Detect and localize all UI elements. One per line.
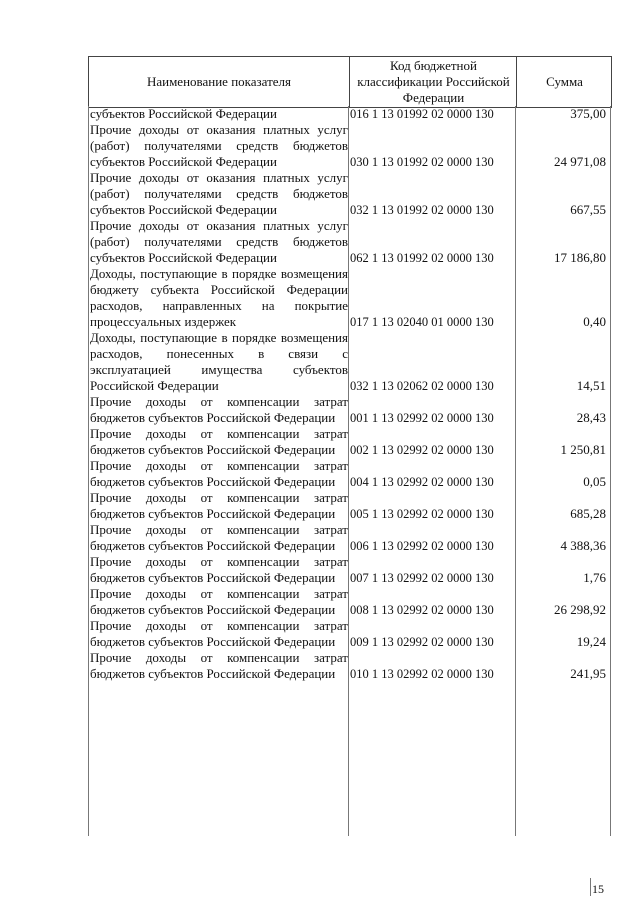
table-row bbox=[88, 394, 610, 426]
table-code-divider bbox=[348, 106, 349, 836]
table-left-border bbox=[88, 106, 89, 836]
row-code: 008 1 13 02992 02 0000 130 bbox=[350, 603, 494, 617]
table-row bbox=[88, 490, 610, 522]
row-code: 030 1 13 01992 02 0000 130 bbox=[350, 155, 494, 169]
header-code-column: Код бюджетной классификации Российской Федерации bbox=[349, 57, 517, 107]
row-name: Прочие доходы от оказания платных услуг (работ) получателями средств бюджетов субъектов Российской Федерации bbox=[90, 122, 348, 169]
table-row bbox=[88, 266, 610, 330]
row-name: Доходы, поступающие в порядке возмещения бюджету субъекта Российской Федерации расходов, направленных на покрытие процессуальных издержек bbox=[90, 266, 348, 329]
table-row bbox=[88, 522, 610, 554]
row-amount: 19,24 bbox=[576, 634, 606, 649]
row-amount: 17 186,80 bbox=[554, 250, 606, 265]
row-amount: 241,95 bbox=[570, 666, 606, 681]
row-amount: 375,00 bbox=[570, 106, 606, 121]
row-amount: 667,55 bbox=[570, 202, 606, 217]
row-code: 007 1 13 02992 02 0000 130 bbox=[350, 571, 494, 585]
row-amount: 685,28 bbox=[570, 506, 606, 521]
table-row bbox=[88, 330, 610, 394]
row-code: 032 1 13 01992 02 0000 130 bbox=[350, 203, 494, 217]
row-name: Прочие доходы от компенсации затрат бюджетов субъектов Российской Федерации bbox=[90, 426, 348, 457]
table-row bbox=[88, 586, 610, 618]
row-code: 006 1 13 02992 02 0000 130 bbox=[350, 539, 494, 553]
page-number: 15 bbox=[592, 882, 604, 896]
row-name: Прочие доходы от компенсации затрат бюджетов субъектов Российской Федерации bbox=[90, 394, 348, 425]
row-code: 009 1 13 02992 02 0000 130 bbox=[350, 635, 494, 649]
row-amount: 26 298,92 bbox=[554, 602, 606, 617]
row-name: Прочие доходы от компенсации затрат бюджетов субъектов Российской Федерации bbox=[90, 522, 348, 553]
row-name: Доходы, поступающие в порядке возмещения расходов, понесенных в связи с эксплуатацией имущества субъектов Российской Федерации bbox=[90, 330, 348, 393]
row-name: субъектов Российской Федерации bbox=[90, 106, 277, 121]
row-amount: 1,76 bbox=[583, 570, 606, 585]
row-code: 016 1 13 01992 02 0000 130 bbox=[350, 107, 494, 121]
header-name-column: Наименование показателя bbox=[146, 74, 292, 89]
table-row bbox=[88, 458, 610, 490]
row-amount: 0,40 bbox=[583, 314, 606, 329]
row-name: Прочие доходы от оказания платных услуг (работ) получателями средств бюджетов субъектов Российской Федерации bbox=[90, 170, 348, 217]
row-name: Прочие доходы от компенсации затрат бюджетов субъектов Российской Федерации bbox=[90, 490, 348, 521]
row-amount: 24 971,08 bbox=[554, 154, 606, 169]
row-code: 010 1 13 02992 02 0000 130 bbox=[350, 667, 494, 681]
row-name: Прочие доходы от компенсации затрат бюджетов субъектов Российской Федерации bbox=[90, 650, 348, 681]
table-row bbox=[88, 106, 610, 122]
row-code: 017 1 13 02040 01 0000 130 bbox=[350, 315, 494, 329]
row-amount: 1 250,81 bbox=[560, 442, 606, 457]
row-amount: 28,43 bbox=[576, 410, 606, 425]
table-row bbox=[88, 554, 610, 586]
row-name: Прочие доходы от компенсации затрат бюджетов субъектов Российской Федерации bbox=[90, 554, 348, 585]
row-name: Прочие доходы от компенсации затрат бюджетов субъектов Российской Федерации bbox=[90, 618, 348, 649]
table-row bbox=[88, 122, 610, 170]
row-name: Прочие доходы от компенсации затрат бюджетов субъектов Российской Федерации bbox=[90, 586, 348, 617]
page-number-divider bbox=[590, 878, 591, 896]
table-row bbox=[88, 618, 610, 650]
table-row bbox=[88, 650, 610, 682]
table-row bbox=[88, 426, 610, 458]
table-row bbox=[88, 218, 610, 266]
row-amount: 0,05 bbox=[583, 474, 606, 489]
row-code: 002 1 13 02992 02 0000 130 bbox=[350, 443, 494, 457]
row-name: Прочие доходы от оказания платных услуг (работ) получателями средств бюджетов субъектов Российской Федерации bbox=[90, 218, 348, 265]
table-sum-divider bbox=[515, 106, 516, 836]
table-row bbox=[88, 170, 610, 218]
row-amount: 14,51 bbox=[576, 378, 606, 393]
row-code: 032 1 13 02062 02 0000 130 bbox=[350, 379, 494, 393]
row-code: 004 1 13 02992 02 0000 130 bbox=[350, 475, 494, 489]
table-right-border bbox=[610, 106, 611, 836]
header-sum-column: Сумма bbox=[516, 57, 612, 107]
table-header bbox=[88, 56, 612, 108]
row-amount: 4 388,36 bbox=[560, 538, 606, 553]
table-body bbox=[88, 106, 610, 682]
row-name: Прочие доходы от компенсации затрат бюджетов субъектов Российской Федерации bbox=[90, 458, 348, 489]
row-code: 001 1 13 02992 02 0000 130 bbox=[350, 411, 494, 425]
row-code: 062 1 13 01992 02 0000 130 bbox=[350, 251, 494, 265]
row-code: 005 1 13 02992 02 0000 130 bbox=[350, 507, 494, 521]
